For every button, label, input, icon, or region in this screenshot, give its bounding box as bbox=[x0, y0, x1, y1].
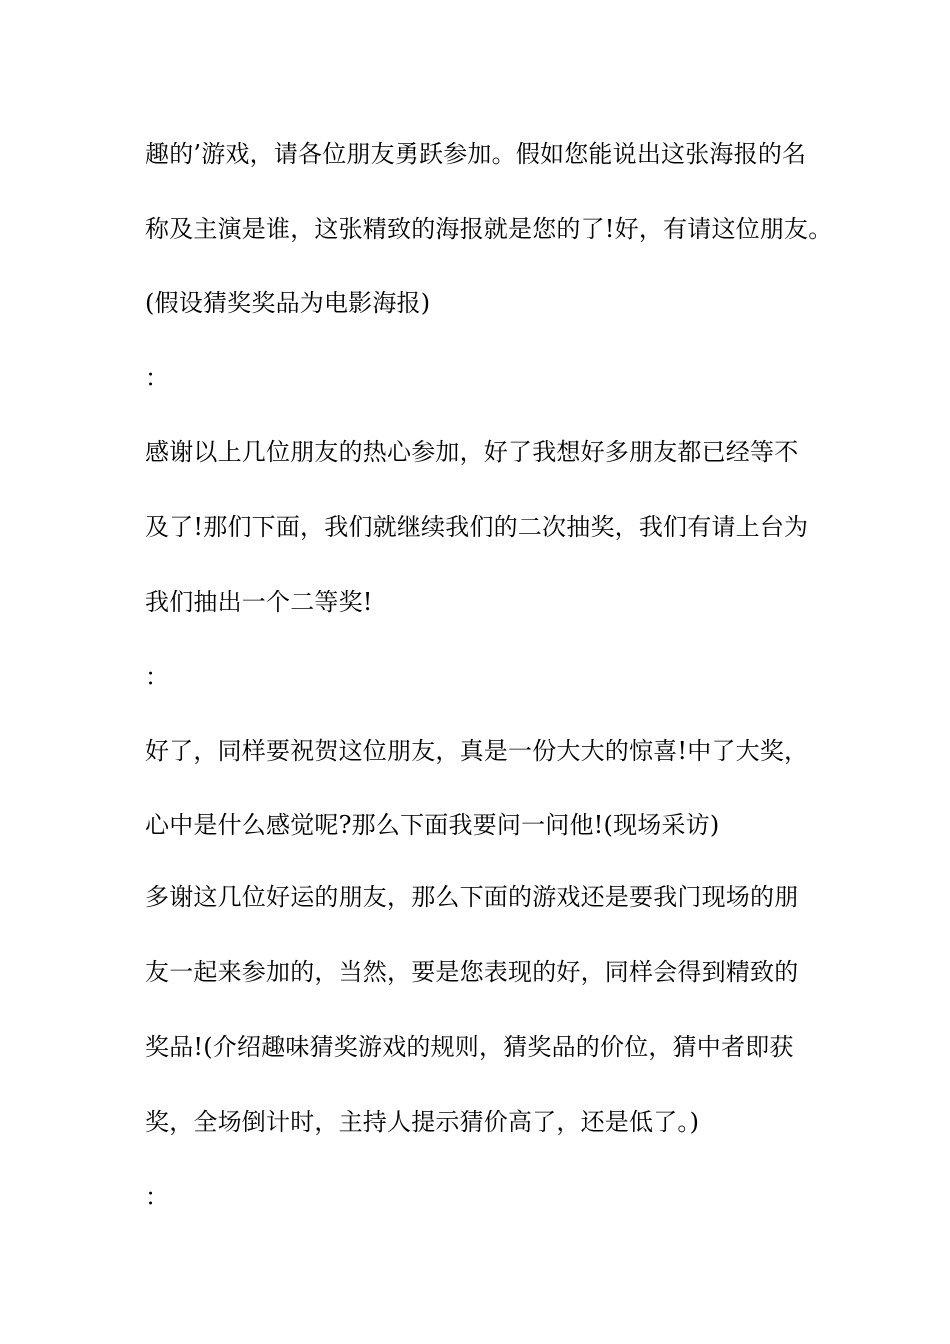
speaker-colon-2: ： bbox=[145, 663, 170, 691]
text-line-11: 多谢这几位好运的朋友，那么下面的游戏还是要我门现场的朋 bbox=[145, 883, 799, 911]
text-line-12: 友一起来参加的，当然，要是您表现的好，同样会得到精致的 bbox=[145, 958, 799, 986]
text-line-13: 奖品!(介绍趣味猜奖游戏的规则，猜奖品的价位，猜中者即获 bbox=[145, 1033, 794, 1061]
text-line-2: 称及主演是谁，这张精致的海报就是您的了!好，有请这位朋友。 bbox=[145, 215, 833, 243]
speaker-colon-1: ： bbox=[145, 364, 170, 392]
text-line-5: 感谢以上几位朋友的热心参加，好了我想好多朋友都已经等不 bbox=[145, 438, 799, 466]
speaker-colon-3: ： bbox=[145, 1183, 170, 1211]
text-line-10: 心中是什么感觉呢?那么下面我要问一问他!(现场采访) bbox=[145, 811, 720, 839]
text-line-9: 好了，同样要祝贺这位朋友，真是一份大大的惊喜!中了大奖， bbox=[145, 737, 809, 765]
text-line-7: 我们抽出一个二等奖! bbox=[145, 588, 373, 616]
text-line-1: 趣的’游戏，请各位朋友勇跃参加。假如您能说出这张海报的名 bbox=[145, 140, 807, 168]
text-line-6: 及了!那们下面，我们就继续我们的二次抽奖，我们有请上台为 bbox=[145, 513, 809, 541]
text-line-3: (假设猜奖奖品为电影海报) bbox=[145, 289, 431, 317]
text-line-14: 奖，全场倒计时，主持人提示猜价高了，还是低了。) bbox=[145, 1108, 700, 1136]
